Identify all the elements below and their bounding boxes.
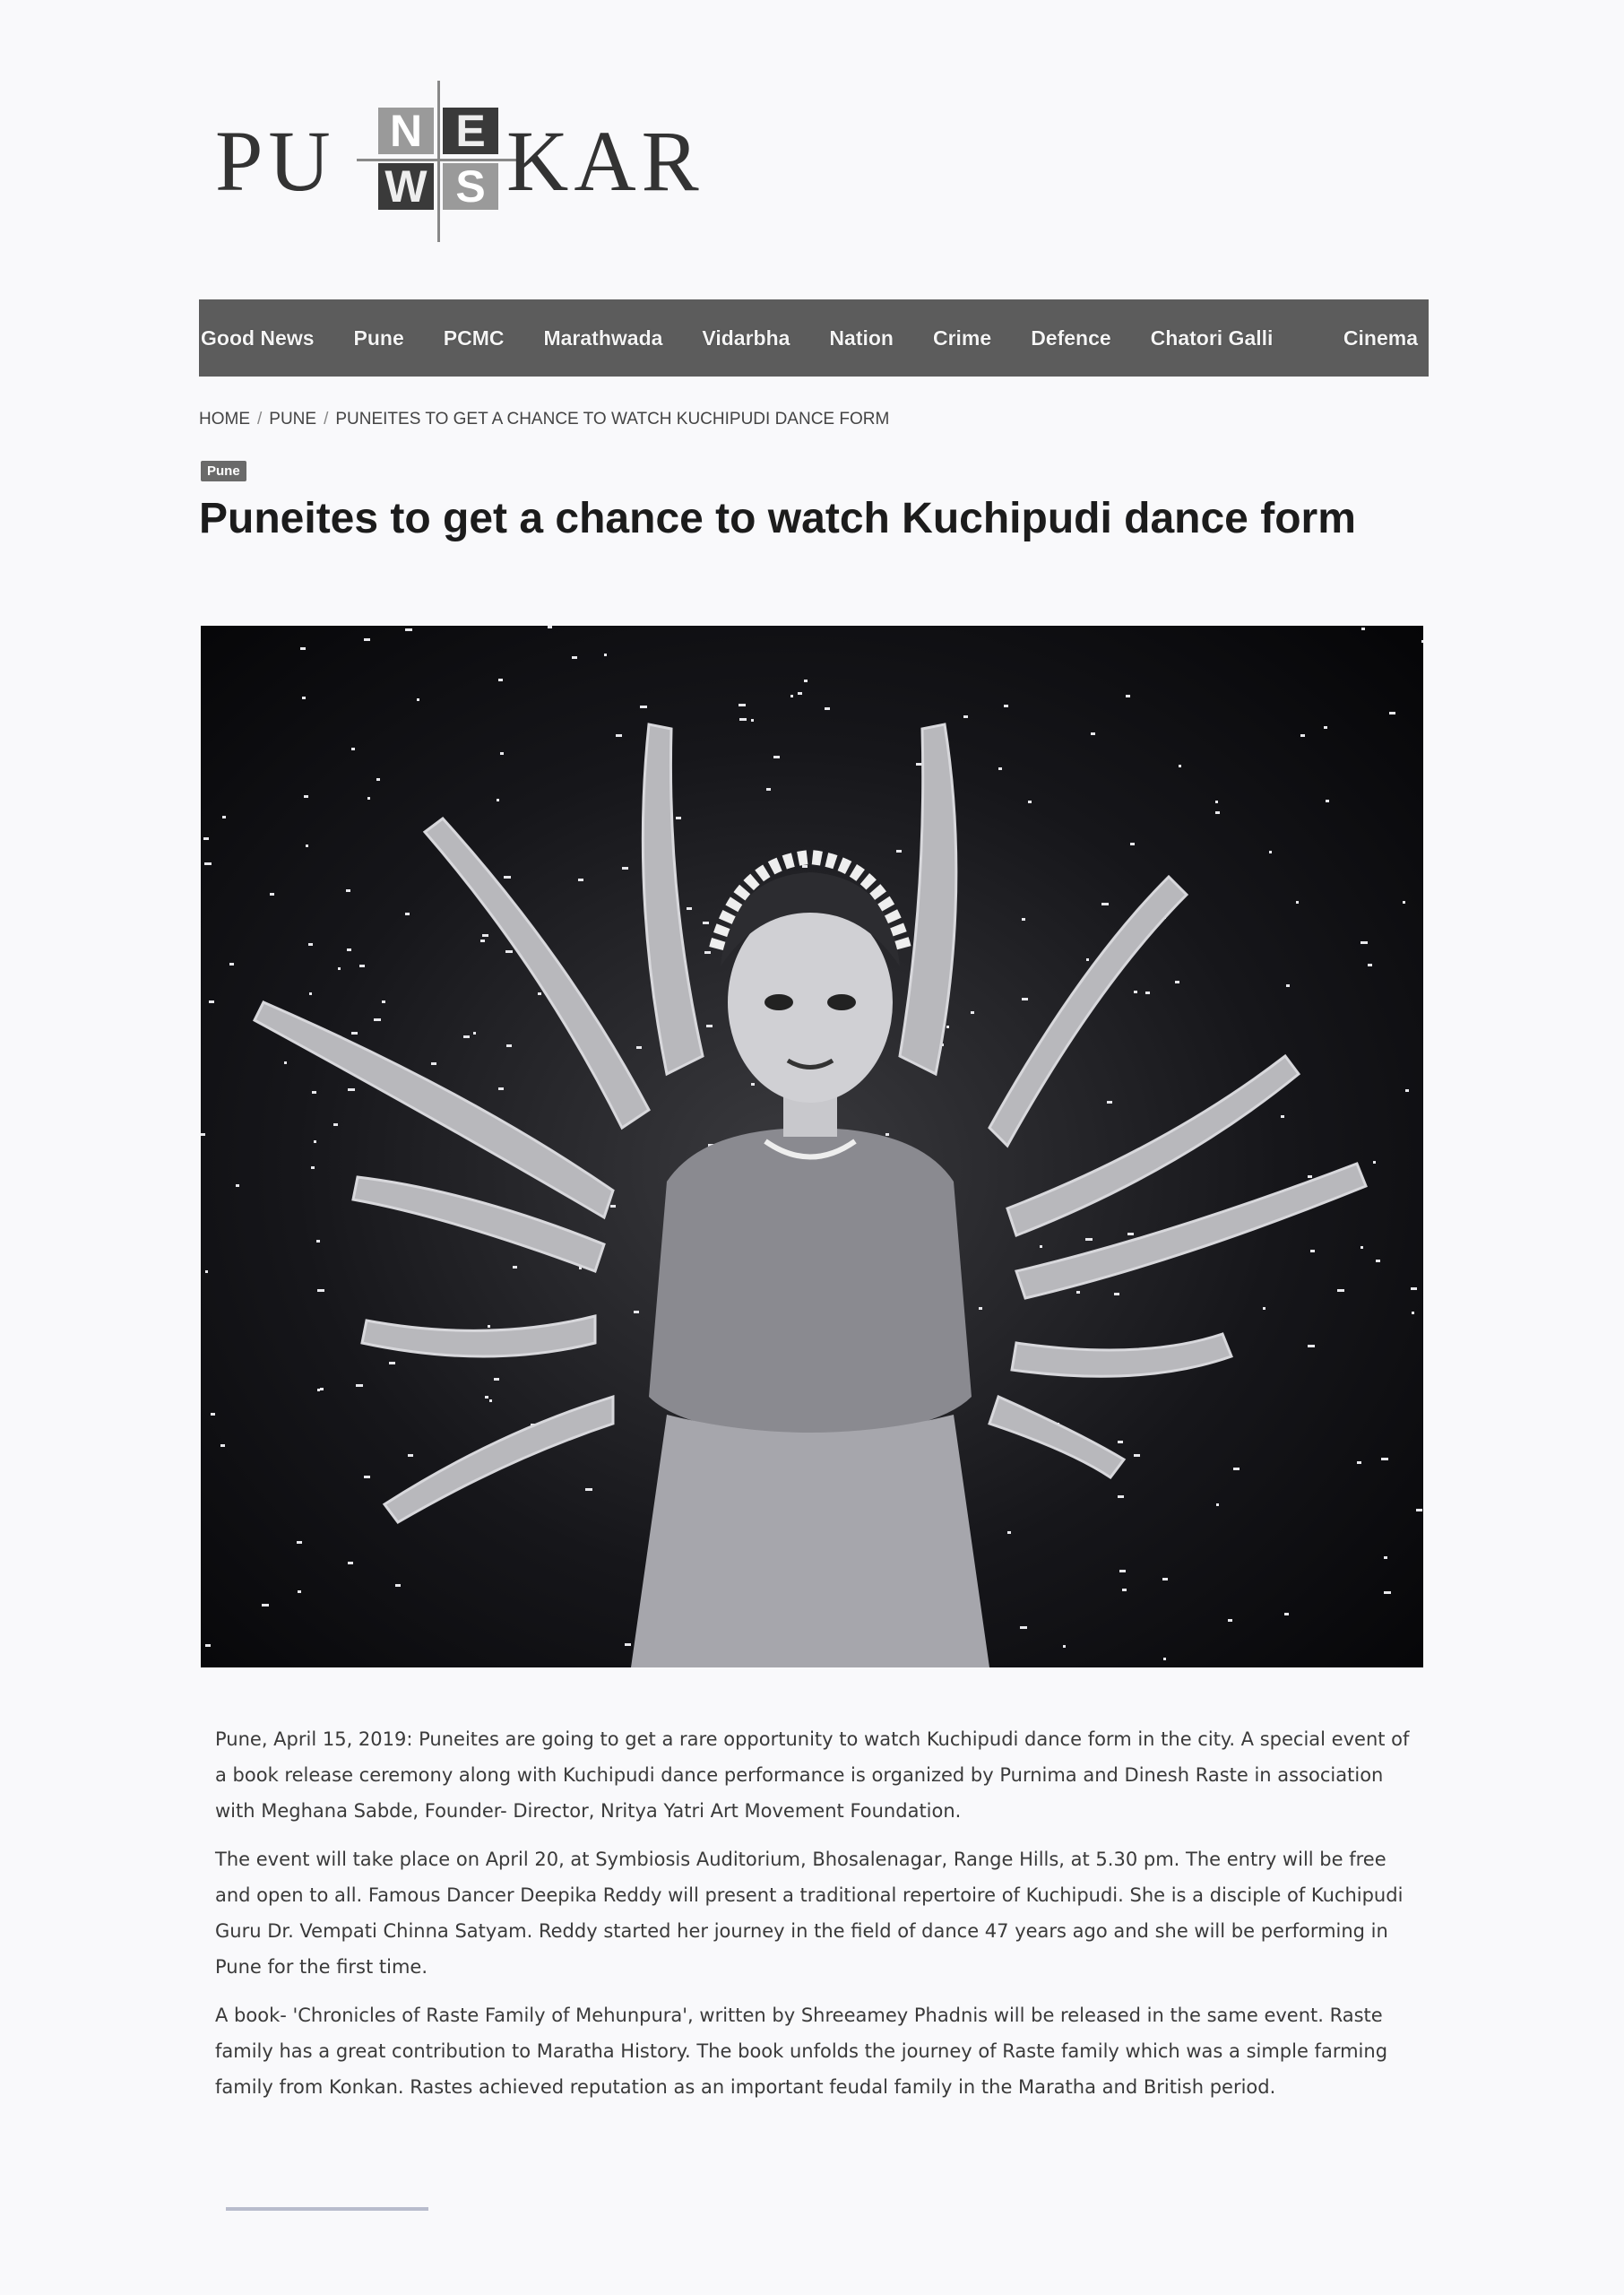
photo-speck (364, 638, 370, 641)
photo-speck (979, 1307, 982, 1310)
photo-speck (220, 1444, 225, 1447)
main-nav (199, 299, 1429, 377)
photo-speck (1361, 941, 1368, 944)
photo-speck (489, 1399, 492, 1402)
photo-speck (1179, 765, 1181, 767)
logo-letter-n: N (378, 108, 434, 154)
nav-item-chatori-galli[interactable]: Chatori Galli (1150, 325, 1274, 350)
photo-speck (506, 1044, 512, 1047)
photo-speck (297, 1541, 302, 1544)
photo-speck (351, 1032, 358, 1035)
photo-speck (1134, 1454, 1140, 1457)
photo-speck (1040, 1245, 1042, 1248)
photo-speck (804, 680, 808, 682)
photo-speck (604, 654, 607, 656)
footer-divider (226, 2207, 428, 2211)
nav-item-cinema[interactable]: Cinema (1343, 325, 1418, 350)
photo-speck (1020, 1626, 1027, 1629)
photo-speck (347, 948, 351, 951)
photo-speck (312, 1091, 316, 1094)
photo-speck (348, 1562, 353, 1564)
photo-speck (500, 752, 504, 755)
photo-speck (376, 778, 380, 781)
photo-speck (1384, 1591, 1391, 1594)
photo-speck (766, 788, 771, 791)
photo-speck (946, 1026, 949, 1028)
photo-speck (636, 1046, 642, 1049)
photo-speck (704, 951, 711, 954)
photo-speck (1126, 695, 1130, 697)
photo-speck (1101, 903, 1109, 905)
nav-item-marathwada[interactable]: Marathwada (543, 325, 663, 350)
article-paragraph: A book- 'Chronicles of Raste Family of Mehunpura', written by Shreeamey Phadnis will be released in the same event. Raste family has a great contribution to Maratha History. The book unfolds the journey of Raste family which was a simple farming family from Konkan. Rastes achieved reputation as an important feudal family in the Maratha and British period. (215, 2005, 1388, 2098)
photo-speck (308, 943, 313, 946)
photo-speck (538, 992, 541, 995)
photo-speck (309, 992, 312, 995)
dancer-skirt (631, 1415, 989, 1667)
photo-speck (367, 797, 370, 800)
photo-speck (356, 1384, 363, 1387)
photo-speck (1215, 801, 1218, 803)
photo-speck (1308, 1345, 1315, 1347)
photo-speck (1114, 1293, 1119, 1295)
photo-speck (205, 1644, 211, 1647)
photo-speck (473, 1032, 476, 1035)
photo-speck (201, 1133, 205, 1136)
photo-speck (622, 867, 628, 870)
photo-speck (1118, 1495, 1124, 1498)
photo-speck (1022, 998, 1028, 1000)
photo-speck (504, 876, 511, 879)
breadcrumb-separator: / (257, 410, 263, 429)
photo-speck (222, 816, 226, 818)
photo-speck (270, 893, 274, 896)
photo-speck (1376, 1260, 1380, 1262)
photo-speck (1324, 726, 1327, 729)
logo-news-grid (375, 108, 504, 215)
photo-speck (739, 704, 746, 706)
photo-speck (1130, 843, 1135, 845)
photo-speck (548, 626, 552, 628)
nav-item-nation[interactable]: Nation (829, 325, 894, 350)
photo-speck (1028, 801, 1032, 803)
photo-speck (751, 1083, 755, 1086)
logo-crosshair-vertical (437, 81, 440, 242)
photo-speck (616, 734, 622, 737)
photo-speck (572, 656, 577, 659)
photo-speck (482, 934, 488, 937)
photo-speck (773, 756, 780, 758)
photo-speck (1215, 811, 1220, 814)
photo-speck (1284, 1613, 1289, 1615)
photo-speck (739, 718, 747, 721)
photo-speck (205, 1270, 208, 1273)
category-badge[interactable]: Pune (201, 461, 246, 481)
photo-speck (1286, 984, 1290, 987)
photo-speck (1384, 1556, 1387, 1559)
photo-speck (311, 1166, 315, 1169)
photo-speck (1085, 1238, 1093, 1241)
photo-speck (306, 844, 308, 847)
photo-speck (706, 1025, 713, 1027)
photo-speck (1368, 964, 1372, 966)
dancer-illustration (201, 626, 1423, 1667)
photo-speck (1127, 1233, 1134, 1235)
photo-speck (998, 767, 1002, 770)
photo-speck (585, 1488, 592, 1491)
logo-letter-e: E (443, 108, 498, 154)
photo-speck (610, 1205, 616, 1208)
site-logo[interactable] (215, 63, 771, 224)
photo-speck (1022, 918, 1025, 921)
photo-speck (513, 1266, 517, 1269)
photo-speck (374, 1018, 381, 1021)
photo-speck (1361, 1246, 1363, 1249)
photo-speck (284, 1061, 287, 1064)
photo-speck (1403, 901, 1405, 904)
photo-speck (896, 850, 902, 853)
photo-speck (1091, 732, 1095, 735)
photo-speck (1269, 851, 1272, 853)
photo-speck (351, 748, 355, 750)
photo-speck (203, 837, 209, 840)
photo-speck (389, 1362, 395, 1364)
photo-speck (1107, 1101, 1112, 1104)
nav-item-vidarbha[interactable]: Vidarbha (702, 325, 790, 350)
photo-speck (1263, 1307, 1266, 1310)
photo-speck (1122, 1589, 1127, 1591)
breadcrumb-current: PUNEITES TO GET A CHANCE TO WATCH KUCHIPUDI DANCE FORM (335, 410, 890, 429)
article-paragraph: Pune, April 15, 2019: Puneites are going to get a rare opportunity to watch Kuchipudi dance form in the city. A special event of a book release ceremony along with Kuchipudi dance performance is organized by Purnima and Dinesh Raste in association with Meghana Sabde, Founder- Director, Nritya Yatri Art Movement Foundation. (215, 1728, 1410, 1822)
photo-speck (1381, 1458, 1388, 1460)
article-paragraph: The event will take place on April 20, at Symbiosis Auditorium, Bhosalenagar, Range Hills, at 5.30 pm. The entry will be free and open to all. Famous Dancer Deepika Reddy will present a traditional repertoire of Kuchipudi. She is a disciple of Kuchipudi Guru Dr. Vempati Chinna Satyam. Reddy started her journey in the field of dance 47 years ago and she will be performing in Pune for the first time. (215, 1849, 1404, 1978)
photo-speck (480, 940, 485, 942)
photo-speck (1361, 628, 1365, 630)
photo-speck (298, 1590, 301, 1593)
photo-speck (317, 1289, 324, 1292)
photo-speck (1118, 1441, 1123, 1443)
photo-speck (498, 679, 503, 681)
photo-speck (1175, 981, 1179, 983)
photo-speck (304, 795, 308, 798)
nav-item-good-news[interactable]: Good News (201, 325, 315, 350)
photo-speck (625, 1643, 631, 1646)
photo-speck (1296, 901, 1299, 904)
photo-speck (798, 692, 802, 695)
photo-speck (1134, 991, 1137, 993)
photo-speck (494, 1378, 499, 1381)
photo-speck (209, 1000, 214, 1003)
photo-speck (497, 799, 499, 801)
photo-speck (916, 763, 922, 766)
photo-speck (1389, 712, 1395, 714)
photo-speck (1337, 1289, 1344, 1292)
photo-speck (1063, 1645, 1066, 1648)
photo-speck (405, 913, 410, 915)
logo-letter-s: S (443, 163, 498, 210)
photo-speck (417, 698, 419, 701)
photo-speck (885, 1133, 889, 1136)
photo-speck (348, 1088, 355, 1091)
photo-speck (408, 1454, 413, 1457)
photo-speck (302, 697, 306, 699)
logo-crosshair-horizontal (357, 159, 522, 161)
photo-speck (1007, 1531, 1011, 1534)
photo-speck (382, 1000, 385, 1003)
photo-speck (364, 1476, 370, 1478)
breadcrumb-pune[interactable]: PUNE (269, 410, 317, 429)
photo-speck (204, 862, 212, 865)
photo-speck (498, 1087, 504, 1090)
article-body (215, 1721, 1416, 2117)
photo-speck (1405, 1089, 1409, 1092)
photo-speck (1416, 1509, 1422, 1511)
nav-item-defence[interactable]: Defence (1031, 325, 1111, 350)
dancer-torso (649, 1128, 972, 1437)
photo-speck (431, 1062, 436, 1065)
photo-speck (1145, 992, 1150, 994)
photo-speck (333, 1123, 338, 1126)
logo-text-left: PU (215, 113, 336, 209)
photo-speck (405, 628, 412, 631)
photo-speck (1310, 1250, 1315, 1252)
photo-speck (1281, 1115, 1284, 1118)
photo-speck (463, 1035, 470, 1038)
photo-speck (1300, 734, 1305, 737)
dancer-eye-left (764, 994, 793, 1010)
photo-speck (1162, 1578, 1168, 1581)
photo-speck (320, 1388, 324, 1390)
photo-speck (578, 879, 583, 881)
dancer-face (728, 902, 893, 1103)
photo-speck (1004, 705, 1008, 707)
photo-speck (485, 1396, 488, 1399)
photo-speck (314, 1140, 316, 1143)
photo-speck (640, 706, 647, 708)
article-title: Puneites to get a chance to watch Kuchipudi dance form (199, 495, 1356, 542)
photo-speck (1076, 1291, 1080, 1294)
breadcrumb-home[interactable]: HOME (199, 410, 250, 429)
nav-item-pune[interactable]: Pune (353, 325, 404, 350)
photo-speck (802, 865, 808, 868)
article-photo (201, 626, 1423, 1667)
photo-speck (825, 707, 830, 710)
photo-speck (236, 1184, 239, 1187)
photo-speck (1233, 1468, 1240, 1470)
nav-item-pcmc[interactable]: PCMC (443, 325, 505, 350)
photo-speck (1086, 958, 1089, 961)
photo-speck (751, 719, 754, 722)
dancer-eye-right (827, 994, 856, 1010)
photo-speck (703, 922, 709, 924)
photo-speck (676, 817, 681, 819)
photo-speck (229, 963, 234, 966)
photo-speck (1421, 640, 1423, 643)
photo-speck (634, 1311, 639, 1313)
photo-speck (395, 1584, 401, 1587)
photo-speck (971, 1011, 974, 1014)
nav-item-crime[interactable]: Crime (932, 325, 992, 350)
photo-speck (1163, 1658, 1166, 1660)
photo-speck (1357, 1461, 1361, 1464)
photo-speck (316, 1240, 320, 1243)
photo-speck (211, 1413, 215, 1416)
photo-speck (1228, 1619, 1232, 1622)
photo-speck (338, 967, 341, 970)
photo-speck (262, 1604, 269, 1606)
photo-speck (300, 647, 306, 650)
photo-speck (1326, 800, 1329, 802)
photo-speck (488, 1325, 490, 1328)
photo-speck (317, 1389, 320, 1391)
photo-speck (790, 695, 793, 697)
photo-speck (1373, 1161, 1376, 1164)
photo-speck (1308, 1175, 1312, 1178)
photo-speck (963, 715, 968, 718)
photo-speck (359, 965, 365, 967)
photo-speck (1216, 1503, 1219, 1506)
breadcrumb-separator: / (324, 410, 329, 429)
logo-text-right: KAR (506, 113, 704, 209)
photo-speck (1411, 1287, 1417, 1290)
photo-speck (505, 950, 513, 953)
breadcrumb (199, 410, 889, 429)
photo-speck (1412, 1312, 1414, 1314)
photo-speck (346, 889, 350, 892)
photo-speck (687, 907, 692, 910)
logo-letter-w: W (378, 163, 434, 210)
photo-speck (1119, 1570, 1126, 1572)
